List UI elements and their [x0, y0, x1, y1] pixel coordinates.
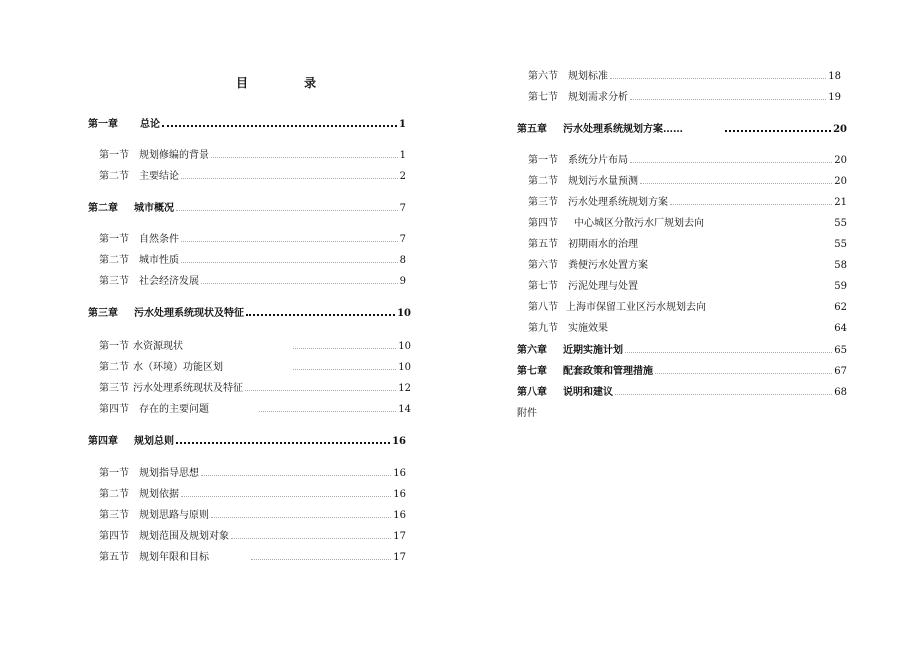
toc-chapter-8[interactable]: [517, 385, 847, 401]
toc-section[interactable]: [528, 153, 847, 169]
toc-section[interactable]: [99, 402, 411, 418]
page-number: 9: [399, 276, 406, 287]
page-number: 1: [399, 119, 406, 130]
toc-chapter-1[interactable]: [88, 117, 406, 133]
chapter-title: 说明和建议: [563, 387, 613, 398]
toc-chapter-3[interactable]: [88, 306, 411, 322]
leader-dots: [211, 148, 398, 158]
section-number: 第三节: [528, 197, 558, 208]
section-title: 城市性质: [139, 255, 179, 266]
section-number: 第七节: [528, 92, 558, 103]
leader-dots: [650, 259, 832, 268]
leader-dots: [201, 466, 391, 476]
section-number: 第四节: [528, 218, 558, 229]
chapter-title: 配套政策和管理措施: [563, 366, 653, 377]
leader-dots: [181, 487, 391, 497]
chapter-title: 规划总则: [134, 436, 174, 447]
page-number: 16: [393, 468, 406, 479]
page-number: 1: [399, 150, 406, 161]
leader-dots: [181, 253, 398, 263]
toc-section[interactable]: [528, 279, 847, 295]
page-number: 18: [828, 71, 841, 82]
toc-section[interactable]: [99, 253, 406, 269]
section-number: 第四节: [99, 404, 129, 415]
toc-section[interactable]: [528, 237, 847, 253]
toc-section[interactable]: [99, 381, 411, 397]
page-number: 17: [393, 531, 406, 542]
leader-dots: [725, 122, 831, 132]
page-number: 12: [398, 383, 411, 394]
section-number: 第五节: [99, 552, 129, 563]
leader-dots: [201, 274, 398, 284]
section-number: 第二节: [99, 171, 129, 182]
page-number: 55: [834, 239, 847, 250]
page-number: 58: [834, 260, 847, 271]
page-number: 65: [834, 345, 847, 356]
chapter-number: 第三章: [88, 308, 118, 319]
leader-dots: [231, 529, 391, 539]
page-number: 19: [828, 92, 841, 103]
leader-dots: [293, 339, 396, 349]
leader-dots: [670, 195, 832, 205]
toc-section[interactable]: [99, 274, 406, 290]
page-number: 7: [399, 203, 406, 214]
section-title: 规划需求分析: [568, 92, 628, 103]
page-number: 55: [834, 218, 847, 229]
section-title: 社会经济发展: [139, 276, 199, 287]
page-number: 59: [834, 281, 847, 292]
leader-dots: [176, 434, 390, 444]
leader-dots: [610, 69, 826, 79]
section-title: 上海市保留工业区污水规划去向: [566, 302, 706, 313]
chapter-number: 第六章: [517, 345, 547, 356]
section-number: 第一节: [99, 234, 129, 245]
chapter-number: 第五章: [517, 124, 547, 135]
section-title: 污水处理系统现状及特征: [133, 383, 243, 394]
leader-dots: [181, 232, 398, 242]
section-title: 规划标准: [568, 71, 608, 82]
section-title: 规划指导思想: [139, 468, 199, 479]
leader-dots: [625, 343, 832, 353]
page-number: 2: [399, 171, 406, 182]
leader-dots: [655, 364, 832, 374]
toc-section[interactable]: [99, 169, 406, 185]
section-number: 第六节: [528, 71, 558, 82]
page-number: 10: [397, 308, 411, 319]
chapter-title: 污水处理系统现状及特征: [134, 308, 244, 319]
leader-dots: [640, 174, 832, 184]
leader-dots: [176, 201, 398, 211]
section-title: 规划污水量预测: [568, 176, 638, 187]
section-number: 第一节: [528, 155, 558, 166]
toc-section[interactable]: [528, 195, 847, 211]
toc-section[interactable]: [528, 174, 847, 190]
section-number: 第二节: [99, 489, 129, 500]
section-number: 第一节: [99, 341, 129, 352]
section-title: 水资源现状: [133, 341, 183, 352]
page-number: 10: [398, 341, 411, 352]
section-number: 第八节: [528, 302, 558, 313]
page-number: 14: [398, 404, 411, 415]
page-number: 10: [398, 362, 411, 373]
section-title: 规划年限和目标: [139, 552, 209, 563]
toc-chapter-7[interactable]: [517, 364, 847, 380]
section-title: 系统分片布局: [568, 155, 628, 166]
chapter-number: 第八章: [517, 387, 547, 398]
section-number: 第一节: [99, 468, 129, 479]
page-number: 20: [834, 155, 847, 166]
section-number: 第二节: [99, 362, 129, 373]
leader-dots: [610, 322, 832, 331]
section-number: 第五节: [528, 239, 558, 250]
section-number: 第九节: [528, 323, 558, 334]
toc-section[interactable]: [99, 360, 411, 376]
section-title: 中心城区分散污水厂规划去向: [574, 218, 704, 229]
leader-dots: [246, 306, 395, 316]
toc-chapter-2[interactable]: [88, 201, 406, 217]
leader-dots: [211, 508, 391, 518]
leader-dots: [162, 117, 397, 127]
chapter-title: 城市概况: [134, 203, 174, 214]
leader-dots: [245, 381, 396, 391]
toc-section[interactable]: [528, 69, 841, 85]
page-number: 16: [392, 436, 406, 447]
section-title: 规划依据: [139, 489, 179, 500]
toc-section[interactable]: [99, 339, 411, 355]
leader-dots: [615, 385, 832, 395]
toc-section[interactable]: [528, 300, 847, 316]
section-title: 实施效果: [568, 323, 608, 334]
page-number: 20: [834, 176, 847, 187]
toc-section[interactable]: [99, 550, 406, 566]
leader-dots: [640, 280, 832, 289]
toc-appendix[interactable]: [517, 406, 577, 422]
leader-dots: [181, 169, 398, 179]
toc-section[interactable]: [99, 508, 406, 524]
toc-chapter-5[interactable]: [517, 122, 847, 138]
appendix-title: 附件: [517, 408, 537, 419]
section-number: 第一节: [99, 150, 129, 161]
chapter-number: 第四章: [88, 436, 118, 447]
toc-chapter-4[interactable]: [88, 434, 406, 450]
leader-dots: [708, 301, 832, 310]
page-number: 17: [393, 552, 406, 563]
leader-dots: [630, 90, 826, 100]
page-number: 7: [399, 234, 406, 245]
toc-section[interactable]: [528, 216, 847, 232]
section-number: 第三节: [99, 510, 129, 521]
section-title: 存在的主要问题: [139, 404, 209, 415]
toc-section[interactable]: [99, 487, 406, 503]
chapter-number: 第二章: [88, 203, 118, 214]
section-number: 第七节: [528, 281, 558, 292]
leader-dots: [640, 238, 832, 247]
page-number: 64: [834, 323, 847, 334]
leader-dots: [251, 550, 391, 560]
section-number: 第四节: [99, 531, 129, 542]
page-number: 16: [393, 510, 406, 521]
chapter-number: 第一章: [88, 119, 118, 130]
page-number: 21: [834, 197, 847, 208]
section-number: 第二节: [528, 176, 558, 187]
section-title: 污水处理系统规划方案: [568, 197, 668, 208]
toc-section[interactable]: [99, 466, 406, 482]
chapter-number: 第七章: [517, 366, 547, 377]
chapter-title: 总论: [140, 119, 160, 130]
toc-title: 目 录: [236, 76, 343, 90]
toc-section[interactable]: [99, 529, 406, 545]
chapter-title: 近期实施计划: [563, 345, 623, 356]
page-number: 67: [834, 366, 847, 377]
section-number: 第二节: [99, 255, 129, 266]
toc-section[interactable]: [528, 258, 847, 274]
section-title: 规划范围及规划对象: [139, 531, 229, 542]
page-number: 8: [399, 255, 406, 266]
section-title: 水（环境）功能区划: [133, 362, 223, 373]
toc-section[interactable]: [99, 148, 406, 164]
section-title: 规划思路与原则: [139, 510, 209, 521]
toc-chapter-6[interactable]: [517, 343, 847, 359]
leader-dots: [630, 153, 832, 163]
chapter-title: 污水处理系统规划方案……: [563, 124, 683, 135]
section-title: 规划修编的背景: [139, 150, 209, 161]
section-number: 第三节: [99, 383, 129, 394]
section-number: 第六节: [528, 260, 558, 271]
leader-dots: [293, 360, 396, 370]
section-number: 第三节: [99, 276, 129, 287]
toc-section[interactable]: [528, 321, 847, 337]
section-title: 初期雨水的治理: [568, 239, 638, 250]
page-number: 62: [834, 302, 847, 313]
leader-dots: [706, 217, 832, 226]
section-title: 污泥处理与处置: [568, 281, 638, 292]
section-title: 主要结论: [139, 171, 179, 182]
page-number: 20: [833, 124, 847, 135]
section-title: 自然条件: [139, 234, 179, 245]
section-title: 粪便污水处置方案: [568, 260, 648, 271]
page-number: 68: [834, 387, 847, 398]
page-number: 16: [393, 489, 406, 500]
toc-section[interactable]: [99, 232, 406, 248]
toc-section[interactable]: [528, 90, 841, 106]
leader-dots: [259, 402, 396, 412]
